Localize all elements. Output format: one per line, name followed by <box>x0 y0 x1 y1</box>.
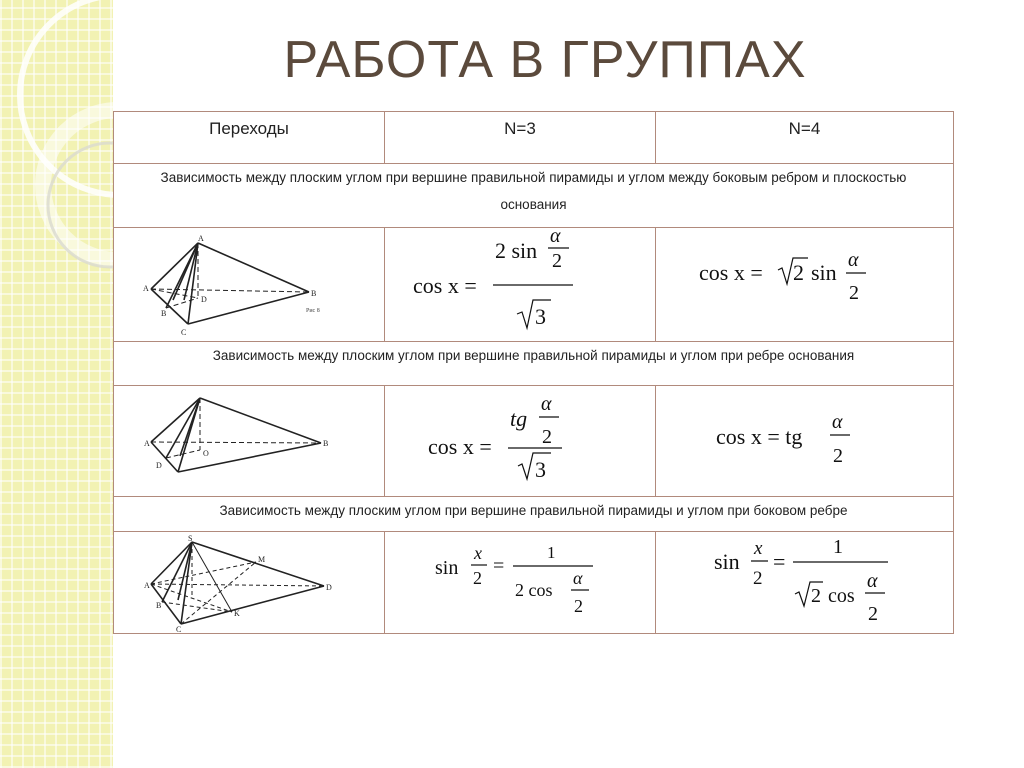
fig1-label-front: C <box>181 328 187 337</box>
f3n4-cos: cos <box>828 585 855 607</box>
section-2-content-row <box>114 386 954 497</box>
section-2-description-row <box>114 342 954 386</box>
decorative-left-strip <box>0 0 113 768</box>
header-transitions-label: Переходы <box>209 119 289 138</box>
f2n4-two: 2 <box>833 445 843 467</box>
section-1-formula-n3 <box>385 228 656 342</box>
pyramid-figure-1 <box>114 228 385 341</box>
f2n3-root: 3 <box>535 457 546 482</box>
f2n3-two: 2 <box>542 426 552 448</box>
fig3-label-m: M <box>258 555 266 564</box>
section-3-description <box>114 497 954 532</box>
section-1-description-text: Зависимость между плоским углом при вершине правильной пирамиды и углом между боковым ребром и плоскостью основания <box>160 170 907 212</box>
f3n4-sin: sin <box>714 549 740 574</box>
pyramid-figure-2 <box>114 386 385 496</box>
f3n4-two-den: 2 <box>868 603 878 625</box>
f1n4-root: 2 <box>793 260 804 285</box>
header-transitions <box>114 112 385 164</box>
formula-1-n3 <box>385 228 656 341</box>
f1n3-num: 2 sin <box>495 238 538 263</box>
section-2-formula-n3 <box>385 386 656 497</box>
formula-1-n4 <box>656 228 954 341</box>
section-1-description <box>114 164 954 228</box>
f1n3-two: 2 <box>552 250 562 272</box>
f1n3-alpha: α <box>550 228 561 247</box>
f1n4-alpha: α <box>848 249 859 271</box>
header-n3 <box>385 112 656 164</box>
transitions-table <box>113 111 954 634</box>
f2n4-alpha: α <box>832 411 843 433</box>
header-n4-label: N=4 <box>788 119 821 138</box>
f3n4-alpha: α <box>867 570 878 592</box>
f1n3-lhs: cos x = <box>413 273 477 298</box>
fig2-label-mid: O <box>203 449 209 458</box>
f3n3-two-den: 2 <box>574 596 583 616</box>
f2n4-lhs: cos x = tg <box>716 424 803 449</box>
section-1-content-row <box>114 228 954 342</box>
f2n3-tg: tg <box>510 406 528 431</box>
section-2-formula-n4 <box>656 386 954 497</box>
pyramid-figure-3 <box>114 532 385 633</box>
section-1-figure <box>114 228 385 342</box>
fig3-label-apex: S <box>188 534 193 543</box>
f3n3-sin: sin <box>435 557 459 579</box>
fig1-label-right: B <box>311 289 317 298</box>
f1n3-root: 3 <box>535 304 546 329</box>
f2n3-alpha: α <box>541 393 552 415</box>
fig3-label-mid: B <box>156 601 162 610</box>
section-3-content-row <box>114 532 954 634</box>
f2n3-lhs: cos x = <box>428 434 492 459</box>
decorative-circles <box>0 0 113 768</box>
section-2-description <box>114 342 954 386</box>
f3n3-two: 2 <box>473 568 482 588</box>
fig1-label-apex: A <box>198 234 204 243</box>
formula-3-n3 <box>385 532 656 633</box>
f3n4-eq: = <box>773 549 786 574</box>
section-3-figure <box>114 532 385 634</box>
f3n4-two: 2 <box>753 568 763 589</box>
section-1-description-row <box>114 164 954 228</box>
f3n3-alpha: α <box>573 568 583 588</box>
formula-2-n3 <box>385 386 656 496</box>
section-1-formula-n4 <box>656 228 954 342</box>
fig1-caption: Рис 8 <box>306 308 320 314</box>
section-2-description-text: Зависимость между плоским углом при вершине правильной пирамиды и углом при ребре основания <box>212 348 855 363</box>
fig3-label-front: C <box>176 625 182 633</box>
f1n4-lhs: cos x = <box>699 260 763 285</box>
section-3-formula-n3 <box>385 532 656 634</box>
page-title: РАБОТА В ГРУППАХ <box>283 31 807 89</box>
f3n3-den: 2 cos <box>515 580 553 600</box>
section-2-figure <box>114 386 385 497</box>
section-3-formula-n4 <box>656 532 954 634</box>
f3n3-x: x <box>474 543 482 563</box>
fig1-label-left: A <box>143 284 149 293</box>
formula-2-n4 <box>656 386 954 496</box>
fig1-label-base: B <box>161 309 167 318</box>
f3n4-x: x <box>754 538 763 559</box>
fig2-label-left: A <box>144 439 150 448</box>
fig1-label-mid: D <box>201 295 207 304</box>
formula-3-n4 <box>656 532 954 633</box>
fig2-label-front: D <box>156 461 162 470</box>
f3n4-one: 1 <box>833 536 843 558</box>
fig3-label-right: D <box>326 583 332 592</box>
f3n4-root: 2 <box>811 585 821 607</box>
fig3-label-k: K <box>234 609 240 618</box>
section-3-description-text: Зависимость между плоским углом при вершине правильной пирамиды и углом при боковом ребре <box>219 503 848 518</box>
table-header-row <box>114 112 954 164</box>
f3n3-one: 1 <box>547 543 556 562</box>
header-n4 <box>656 112 954 164</box>
header-n3-label: N=3 <box>504 119 536 138</box>
f1n4-two: 2 <box>849 282 859 304</box>
f3n3-eq: = <box>493 555 505 577</box>
fig3-label-left: A <box>144 581 150 590</box>
fig2-label-right: B <box>323 439 329 448</box>
section-3-description-row <box>114 497 954 532</box>
f1n4-sin: sin <box>811 260 837 285</box>
